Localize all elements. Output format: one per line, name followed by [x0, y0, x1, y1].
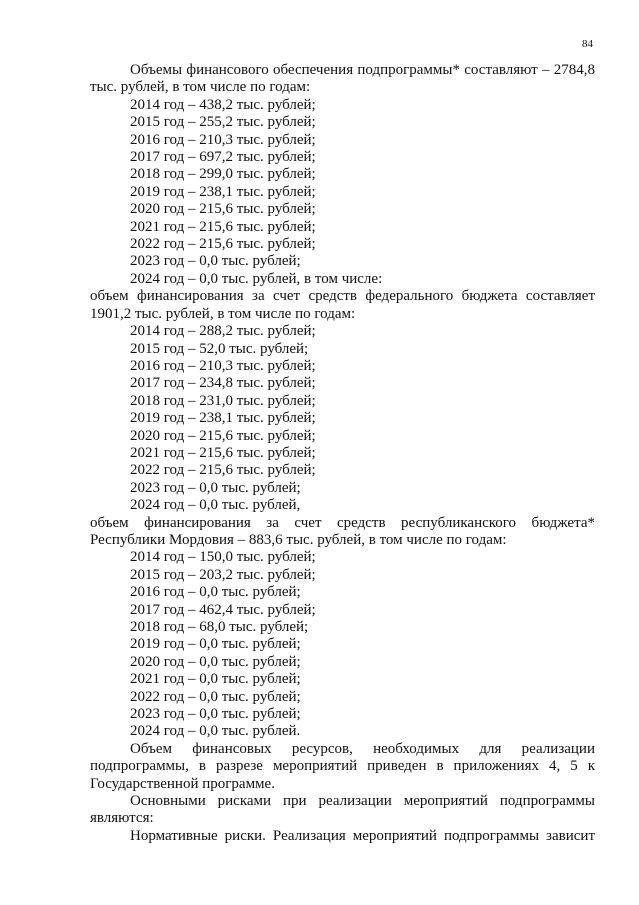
year-line: 2022 год – 215,6 тыс. рублей; — [130, 462, 316, 479]
year-line: 2017 год – 697,2 тыс. рублей; — [130, 149, 316, 166]
page-content — [90, 62, 595, 845]
year-line: 2018 год – 299,0 тыс. рублей; — [130, 166, 316, 183]
paragraph: объем финансирования за счет средств республиканского бюджета* Республики Мордовия – 883,6 тыс. рублей, в том числе по годам: — [90, 514, 595, 548]
year-line: 2014 год – 288,2 тыс. рублей; — [130, 323, 316, 340]
year-line: 2014 год – 150,0 тыс. рублей; — [130, 549, 316, 566]
year-line: 2022 год – 0,0 тыс. рублей; — [130, 688, 301, 705]
year-line: 2021 год – 0,0 тыс. рублей; — [130, 671, 301, 688]
year-line: 2024 год – 0,0 тыс. рублей, — [130, 497, 301, 514]
paragraph: Основными рисками при реализации мероприятий подпрограммы являются: — [90, 793, 595, 827]
year-line: 2015 год – 52,0 тыс. рублей; — [130, 340, 309, 357]
year-line: 2018 год – 68,0 тыс. рублей; — [130, 619, 309, 635]
year-line: 2020 год – 215,6 тыс. рублей; — [130, 427, 316, 444]
year-line: 2024 год – 0,0 тыс. рублей. — [130, 723, 301, 740]
year-line: 2014 год – 438,2 тыс. рублей; — [130, 96, 316, 113]
year-line: 2015 год – 203,2 тыс. рублей; — [130, 566, 316, 583]
year-line: 2017 год – 234,8 тыс. рублей; — [130, 375, 316, 392]
year-line: 2023 год – 0,0 тыс. рублей; — [130, 253, 301, 270]
paragraph: Нормативные риски. Реализация мероприятий подпрограммы зависит — [130, 827, 595, 844]
paragraph: Объем финансовых ресурсов, необходимых для реализации подпрограммы, в разрезе мероприятий приведен в приложениях 4, 5 к Государственной программе. — [90, 740, 595, 792]
page-number: 84 — [582, 38, 593, 50]
year-line: 2021 год – 215,6 тыс. рублей; — [130, 218, 316, 235]
year-line: 2019 год – 238,1 тыс. рублей; — [130, 410, 316, 427]
year-line: 2017 год – 462,4 тыс. рублей; — [130, 601, 316, 618]
year-line: 2023 год – 0,0 тыс. рублей; — [130, 706, 301, 723]
year-line: 2018 год – 231,0 тыс. рублей; — [130, 392, 316, 409]
year-line: 2016 год – 0,0 тыс. рублей; — [130, 584, 301, 601]
paragraph: объем финансирования за счет средств федерального бюджета составляет 1901,2 тыс. рублей, в том числе по годам: — [90, 288, 595, 322]
year-line: 2021 год – 215,6 тыс. рублей; — [130, 444, 316, 461]
year-line: 2015 год – 255,2 тыс. рублей; — [130, 114, 316, 131]
year-line: 2019 год – 238,1 тыс. рублей; — [130, 183, 316, 200]
year-line: 2019 год – 0,0 тыс. рублей; — [130, 636, 301, 653]
year-line: 2023 год – 0,0 тыс. рублей; — [130, 479, 301, 496]
paragraph: Объемы финансового обеспечения подпрограммы* составляют – 2784,8 тыс. рублей, в том числе по годам: — [90, 62, 595, 96]
year-line: 2020 год – 0,0 тыс. рублей; — [130, 653, 301, 670]
year-line: 2024 год – 0,0 тыс. рублей, в том числе: — [130, 270, 383, 287]
year-line: 2022 год – 215,6 тыс. рублей; — [130, 236, 316, 253]
year-line: 2016 год – 210,3 тыс. рублей; — [130, 131, 316, 148]
year-line: 2020 год – 215,6 тыс. рублей; — [130, 201, 316, 218]
year-line: 2016 год – 210,3 тыс. рублей; — [130, 357, 316, 374]
